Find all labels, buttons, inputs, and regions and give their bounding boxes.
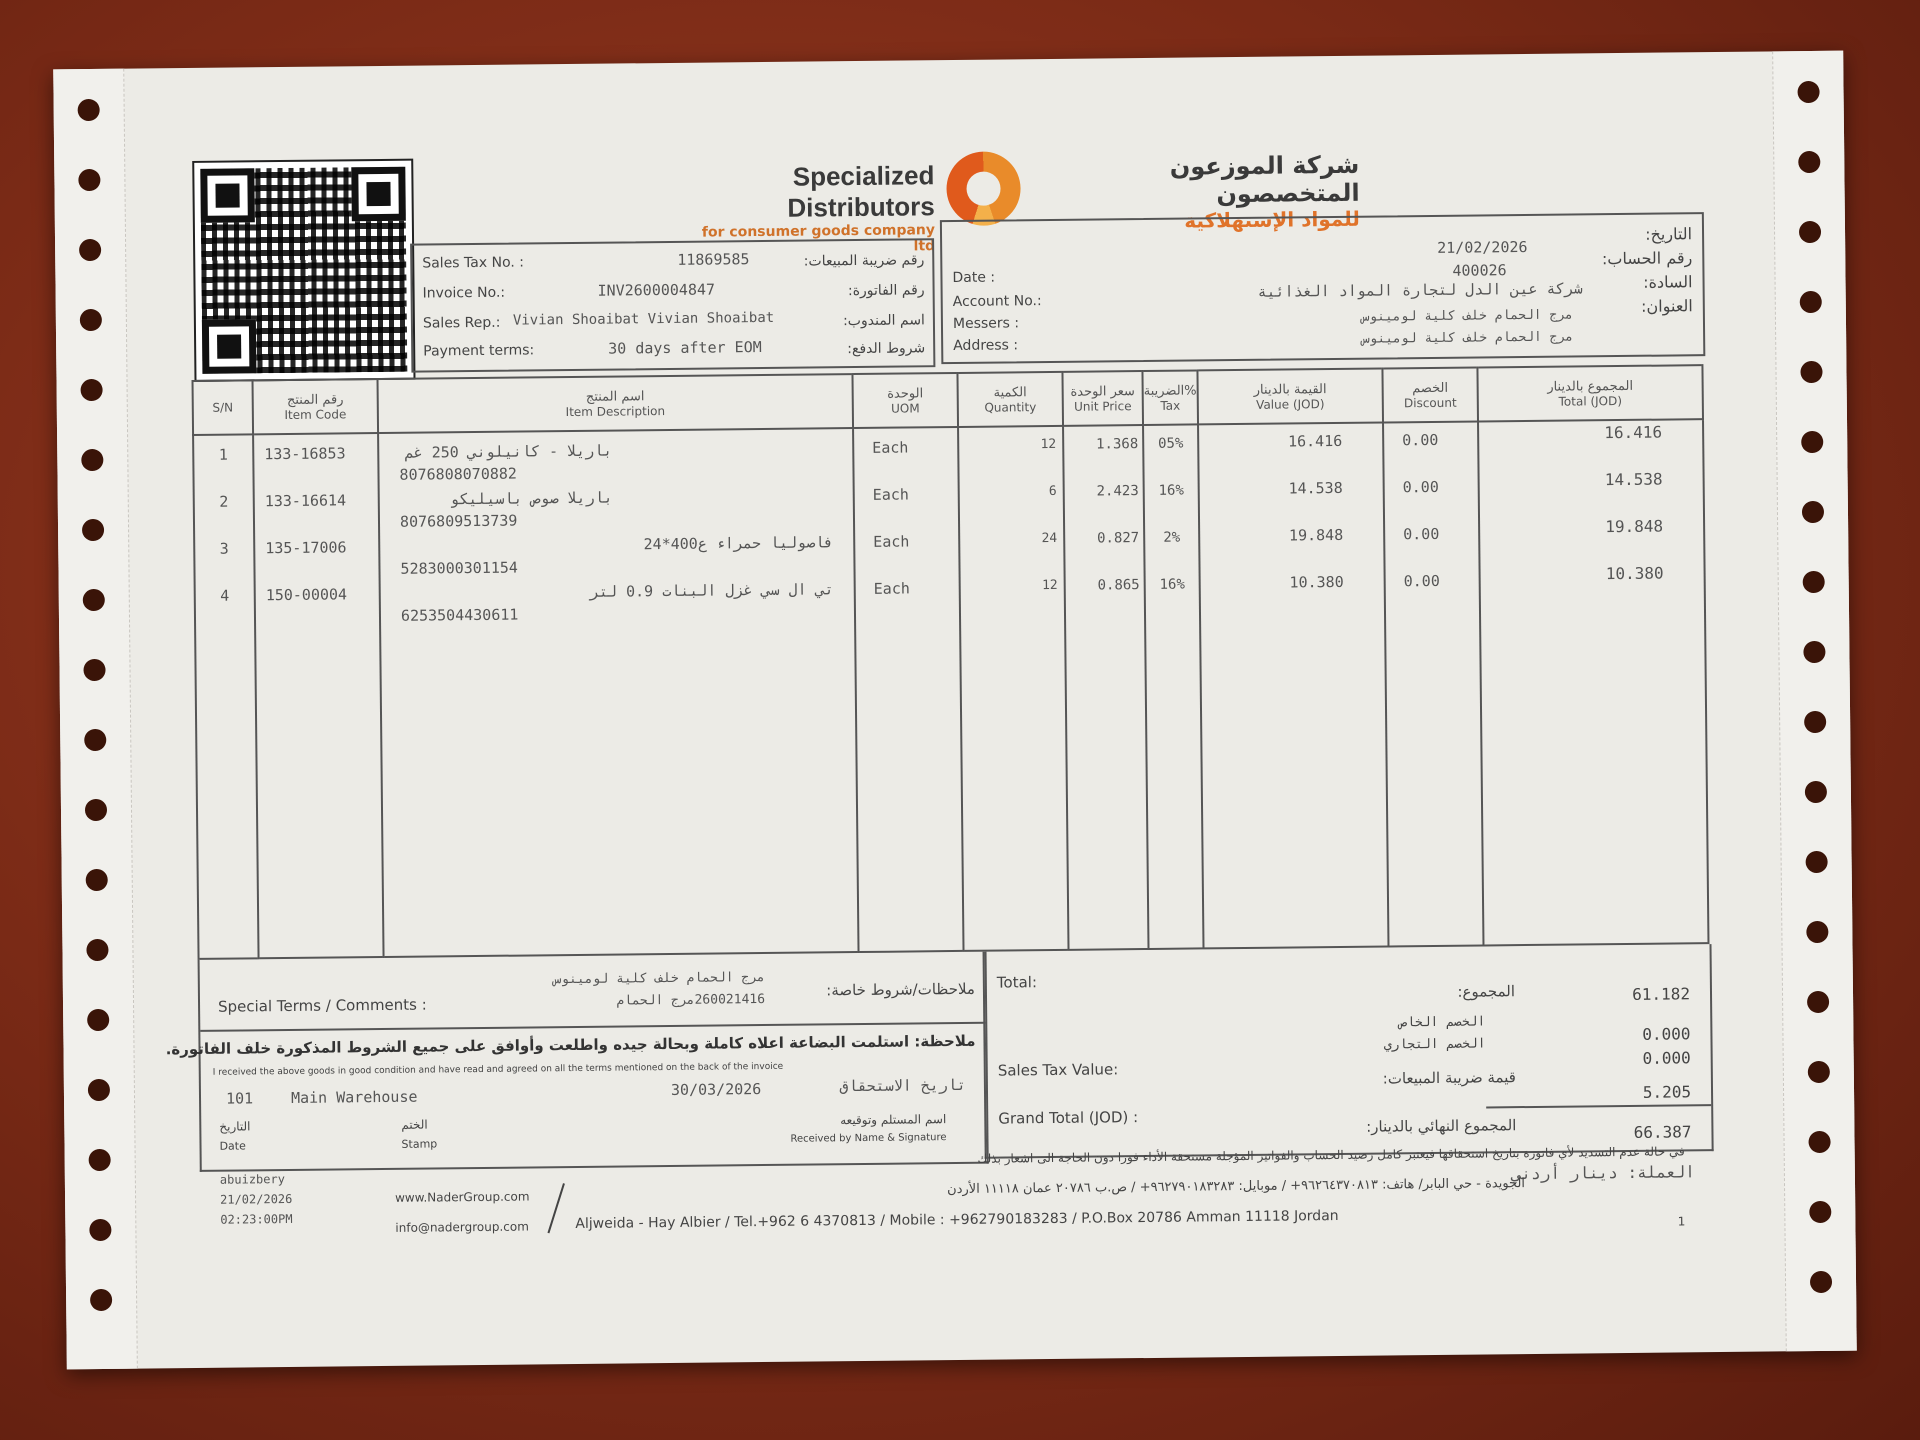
trade-discount-label-ar: الخصم التجاري <box>1383 1036 1486 1053</box>
print-date: 21/02/2026 <box>220 1191 293 1207</box>
row-description: باريلا - كانيلوني 250 غم <box>404 441 613 462</box>
sales-tax-amount: 5.205 <box>1642 1082 1692 1102</box>
col-value: القيمة بالدينار Value (JOD) <box>1197 369 1383 425</box>
sprocket-hole <box>78 169 100 191</box>
sprocket-hole <box>81 449 103 471</box>
row-tax: 2% <box>1163 529 1181 546</box>
account-label: Account No.: <box>952 293 1042 311</box>
qr-code <box>194 161 413 380</box>
invoice-body <box>133 52 1777 1369</box>
sprocket-hole <box>1799 221 1821 243</box>
row-value: 16.416 <box>1287 431 1343 451</box>
sprocket-hole <box>79 239 101 261</box>
row-discount: 0.00 <box>1402 477 1439 497</box>
account-label-ar: رقم الحساب: <box>1601 248 1693 269</box>
address-label: Address : <box>953 337 1019 354</box>
sprocket-hole <box>1801 431 1823 453</box>
row-tax: 05% <box>1157 435 1184 452</box>
col-item-description: اسم المنتج Item Description <box>378 374 854 433</box>
sprocket-hole <box>1810 1271 1832 1293</box>
sprocket-hole <box>1800 361 1822 383</box>
received-label: Received by Name & Signature <box>790 1132 947 1145</box>
sales-tax-value-label-ar: قيمة ضريبة المبيعات: <box>1382 1068 1516 1088</box>
sprocket-hole <box>86 939 108 961</box>
invoice-no-label-ar: رقم الفاتورة: <box>847 282 925 300</box>
row-item-code: 135-17006 <box>265 538 347 558</box>
messers-label-ar: السادة: <box>1643 272 1693 292</box>
sales-rep-value: Vivian Shoaibat Vivian Shoaibat <box>512 309 775 329</box>
sales-tax-value: 11869585 <box>677 250 750 269</box>
row-sn: 2 <box>219 492 229 511</box>
payment-terms-label-ar: شروط الدفع: <box>847 340 926 358</box>
row-quantity: 6 <box>1048 483 1057 500</box>
payment-terms-label: Payment terms: <box>423 342 535 360</box>
sprocket-hole <box>86 869 108 891</box>
sprocket-hole <box>85 799 107 821</box>
sprocket-hole <box>1806 851 1828 873</box>
sprocket-hole <box>1802 501 1824 523</box>
sprocket-hole <box>83 659 105 681</box>
footer-divider <box>547 1183 564 1233</box>
sprocket-hole <box>83 589 105 611</box>
sprocket-hole <box>88 1079 110 1101</box>
sales-rep-label-ar: اسم المندوب: <box>842 312 926 330</box>
special-discount-label-ar: الخصم الخاص <box>1399 1014 1486 1031</box>
row-sn: 1 <box>218 445 228 464</box>
invoice-info-box <box>410 238 935 372</box>
row-tax: 16% <box>1159 576 1185 593</box>
row-total: 14.538 <box>1604 469 1663 490</box>
row-item-code: 150-00004 <box>265 585 348 605</box>
terms-box <box>165 952 989 1172</box>
total-value: 61.182 <box>1632 984 1691 1004</box>
special-terms-label: Special Terms / Comments : <box>217 995 427 1016</box>
date-sign-label-ar: التاريخ <box>219 1119 251 1134</box>
sprocket-hole <box>1806 921 1828 943</box>
sprocket-hole <box>1800 291 1822 313</box>
company-name-ar: شركة الموزعون المتخصصون للمواد الإستهلاكية <box>1169 150 1361 233</box>
company-logo <box>946 151 1021 226</box>
row-unit-price: 0.827 <box>1096 530 1140 547</box>
sprocket-hole <box>78 99 100 121</box>
due-date-label-ar: تاريخ الاستحقاق <box>839 1075 967 1096</box>
warehouse-code: 101 <box>225 1089 254 1108</box>
cell-unit-price <box>1063 425 1148 950</box>
comment-line-1: مرج الحمام خلف كلية لومينوس <box>553 970 765 988</box>
row-value: 19.848 <box>1288 525 1344 545</box>
company-address-ar: الجويدة - حي البابر/ هاتف: ٩٦٢٦٤٣٧٠٨١٣+ / موبايل: ٩٦٢٧٩٠١٨٣٢٨٣+ / ص.ب ٢٠٧٨٦ عمان ١١١١٨ الأردن <box>947 1176 1526 1198</box>
sprocket-hole <box>90 1289 112 1311</box>
row-unit-price: 2.423 <box>1096 483 1139 500</box>
page-number: 1 <box>1677 1214 1686 1229</box>
cell-discount <box>1383 422 1483 947</box>
row-value: 14.538 <box>1288 478 1343 498</box>
row-uom: Each <box>873 579 910 598</box>
invoice-no-value: INV2600004847 <box>597 280 716 300</box>
items-table <box>192 364 1710 960</box>
row-discount: 0.00 <box>1403 571 1440 591</box>
special-terms-label-ar: ملاحظات/شروط خاصة: <box>826 979 976 1000</box>
sprocket-hole <box>1807 991 1829 1013</box>
cell-code <box>253 433 383 958</box>
row-total: 16.416 <box>1604 422 1663 443</box>
total-label-ar: المجموع: <box>1457 982 1516 1001</box>
messers-label: Messers : <box>952 315 1020 332</box>
col-discount: الخصم Discount <box>1382 368 1478 423</box>
row-description: باريلا صوص باسيليكو <box>450 488 613 509</box>
row-sn: 4 <box>220 586 230 605</box>
col-item-code: رقم المنتج Item Code <box>253 379 379 434</box>
date-value: 21/02/2026 <box>1437 237 1528 257</box>
row-discount: 0.00 <box>1402 430 1439 450</box>
acknowledgement-ar: ملاحظة: استلمت البضاعة اعلاه كاملة وبحالة جيده واطلعت وأوافق على جميع الشروط المذكورة خلف الفاتورة. <box>165 1031 976 1059</box>
sprocket-hole <box>1803 641 1825 663</box>
invoice-paper <box>53 51 1857 1370</box>
row-uom: Each <box>873 532 910 551</box>
cell-quantity <box>958 426 1068 951</box>
payment-terms-value: 30 days after EOM <box>608 338 762 358</box>
special-discount-value: 0.000 <box>1642 1024 1691 1044</box>
table-body <box>193 419 1708 959</box>
row-total: 10.380 <box>1605 563 1664 584</box>
row-description: تي ال سي غزل البنات 0.9 لتر <box>589 580 834 601</box>
sprocket-hole <box>89 1219 111 1241</box>
row-barcode: 8076809513739 <box>399 511 518 531</box>
row-description: فاصوليا حمراء ع400*24 <box>643 533 834 554</box>
row-quantity: 24 <box>1041 530 1058 547</box>
cell-value <box>1198 423 1388 949</box>
tractor-strip-left <box>53 69 138 1370</box>
row-barcode: 5283000301154 <box>400 558 518 578</box>
row-uom: Each <box>872 485 909 504</box>
col-sn: S/N <box>193 380 254 435</box>
tractor-strip-right <box>1772 51 1857 1352</box>
row-unit-price: 0.865 <box>1097 577 1140 594</box>
grand-total-label: Grand Total (JOD) : <box>998 1108 1139 1128</box>
col-unit-price: سعر الوحدة Unit Price <box>1062 371 1143 426</box>
col-total: المجموع بالدينار Total (JOD) <box>1477 365 1703 421</box>
account-value: 400026 <box>1452 261 1507 280</box>
row-quantity: 12 <box>1040 436 1057 453</box>
row-total: 19.848 <box>1605 516 1664 537</box>
cell-description <box>378 428 858 957</box>
sprocket-hole <box>1798 151 1820 173</box>
currency-label: العملة: دينار أردني <box>1511 1162 1695 1184</box>
row-tax: 16% <box>1158 482 1184 499</box>
comment-line-2: 260021416مرج الحمام <box>616 992 766 1009</box>
date-label: Date : <box>952 269 996 287</box>
company-website[interactable]: www.NaderGroup.com <box>395 1189 530 1205</box>
company-address-en: Aljweida - Hay Albier / Tel.+962 6 4370813 / Mobile : +962790183283 / P.O.Box 20786 Amman 11118 Jordan <box>575 1208 1339 1233</box>
col-uom: الوحدة UOM <box>852 373 958 428</box>
address-label-ar: العنوان: <box>1640 296 1693 316</box>
sales-tax-label-ar: رقم ضريبة المبيعات: <box>803 252 925 270</box>
company-name-en: Specialized Distributors for consumer goods company ltd <box>701 160 936 255</box>
invoice-no-label: Invoice No.: <box>422 284 506 302</box>
printed-by-user: abuizbery <box>219 1172 285 1187</box>
stamp-label-ar: الختم <box>401 1117 428 1132</box>
row-barcode: 8076808070882 <box>399 464 518 484</box>
address-line-1: مرج الحمام خلف كلية لومينوس <box>1361 307 1573 325</box>
sales-rep-label: Sales Rep.: <box>422 314 501 332</box>
sprocket-hole <box>82 519 104 541</box>
cell-tax <box>1143 424 1203 949</box>
address-line-2: مرج الحمام خلف كلية لومينوس <box>1361 329 1574 347</box>
sprocket-hole <box>87 1009 109 1031</box>
row-sn: 3 <box>219 539 229 558</box>
col-tax: الضريبة% Tax <box>1142 370 1198 425</box>
row-barcode: 6253504430611 <box>400 605 519 625</box>
totals-box <box>983 944 1714 1159</box>
sprocket-hole <box>80 379 102 401</box>
row-unit-price: 1.368 <box>1095 436 1139 453</box>
row-uom: Each <box>872 438 909 457</box>
cell-sn <box>193 434 258 959</box>
received-label-ar: اسم المستلم وتوقيعه <box>840 1112 947 1128</box>
messers-value: شركة عين الدل لتجارة المواد الغذائية <box>1257 279 1583 301</box>
print-time: 02:23:00PM <box>220 1211 293 1227</box>
col-quantity: الكمية Quantity <box>957 372 1063 427</box>
sprocket-hole <box>84 729 106 751</box>
sprocket-hole <box>89 1149 111 1171</box>
total-label: Total: <box>996 973 1038 992</box>
warehouse-name: Main Warehouse <box>290 1087 418 1107</box>
cell-total <box>1478 419 1708 945</box>
row-item-code: 133-16614 <box>264 491 347 511</box>
grand-total-value: 66.387 <box>1633 1122 1692 1142</box>
date-label-ar: التاريخ: <box>1645 224 1693 244</box>
sprocket-hole <box>1808 1131 1830 1153</box>
acknowledgement-en: I received the above goods in good condition and have read and agreed on all the terms mentioned on the back of the invoice <box>212 1061 784 1078</box>
cell-uom <box>853 427 963 952</box>
row-item-code: 133-16853 <box>264 444 346 464</box>
sprocket-hole <box>1803 571 1825 593</box>
customer-info-box <box>940 212 1705 364</box>
sprocket-hole <box>1809 1201 1831 1223</box>
row-discount: 0.00 <box>1403 524 1440 544</box>
sprocket-hole <box>1797 81 1819 103</box>
sprocket-hole <box>1804 711 1826 733</box>
sales-tax-label: Sales Tax No. : <box>422 254 525 272</box>
company-email[interactable]: info@nadergroup.com <box>395 1219 529 1235</box>
sales-tax-value-label: Sales Tax Value: <box>997 1060 1119 1080</box>
sprocket-hole <box>1805 781 1827 803</box>
due-date: 30/03/2026 <box>670 1080 762 1099</box>
date-sign-label: Date <box>219 1139 246 1153</box>
grand-total-label-ar: المجموع النهائي بالدينار: <box>1366 1116 1517 1136</box>
sprocket-hole <box>80 309 102 331</box>
sprocket-hole <box>1808 1061 1830 1083</box>
row-quantity: 12 <box>1041 577 1058 594</box>
payment-disclaimer-ar: في حالة عدم التسديد لأي فاتورة بتاريخ استحقاقها فيعتبر كامل رصيد الحساب والفواتير المؤجلة مستحقة الأداء فورا دون الحاجة الى اشعار بذلك <box>977 1144 1685 1166</box>
stamp-label: Stamp <box>401 1137 438 1151</box>
row-value: 10.380 <box>1289 572 1344 592</box>
trade-discount-value: 0.000 <box>1642 1048 1691 1068</box>
